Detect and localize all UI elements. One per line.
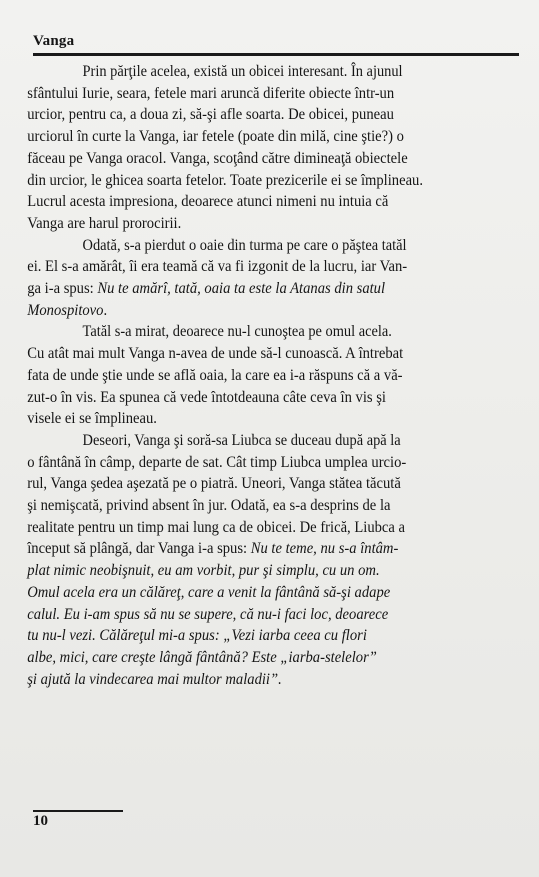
header-rule <box>33 53 519 56</box>
text-line: Cu atât mai mult Vanga n-avea de unde să-l cunoască. A întrebat <box>27 343 404 363</box>
text-line: Prin părţile acelea, există un obicei interesant. În ajunul <box>82 61 403 80</box>
text-line: o fântână în câmp, departe de sat. Cât timp Liubca umplea urcio- <box>27 451 407 471</box>
text-line: urcior, pentru ca, a doua zi, să-şi afle soarta. De obicei, puneau <box>27 104 394 124</box>
text-line <box>0 668 463 690</box>
quoted-speech: tu nu-l vezi. Călăreţul mi-a spus: „Vezi iarba ceea cu flori <box>27 625 367 645</box>
quoted-speech: Nu te amărî, tată, oaia ta este la Atanas din satul <box>97 278 386 298</box>
page-number: 10 <box>33 813 48 829</box>
body-text <box>27 60 519 689</box>
text-line <box>0 277 463 299</box>
paragraph-4 <box>27 429 519 689</box>
text-line <box>0 581 463 603</box>
text-line: ei. El s-a amărât, îi era teamă că va fi izgonit de la lucru, iar Van- <box>27 256 408 276</box>
quoted-speech: calul. Eu i-am spus să nu se supere, că nu-i faci loc, deoarece <box>27 603 389 623</box>
text-line: urciorul în curte la Vanga, iar fetele (poate din milă, cine ştie?) o <box>27 126 404 146</box>
text-line: din urcior, le ghicea soarta fetelor. Toate prezicerile ei se împlineau. <box>27 169 423 189</box>
text-line: Monospitovo. <box>27 299 108 319</box>
quoted-speech: Nu te teme, nu s-a întâm- <box>250 538 399 558</box>
text-line: făceau pe Vanga oracol. Vanga, scoţând către dimineaţă obiectele <box>27 147 408 167</box>
text-segment: ga i-a spus: <box>27 278 98 298</box>
running-head: Vanga <box>33 33 75 49</box>
text-line: Odată, s-a pierdut o oaie din turma pe care o păştea tatăl <box>82 234 407 254</box>
text-line: zut-o în vis. Ea spunea că vede întotdeauna câte ceva în vis şi <box>27 386 386 406</box>
text-line: Tatăl s-a mirat, deoarece nu-l cunoştea pe omul acela. <box>82 321 392 341</box>
text-segment: început să plângă, dar Vanga i-a spus: <box>27 538 251 558</box>
footer-rule <box>33 810 123 812</box>
text-line: sfântului Iurie, seara, fetele mari aruncă diferite obiecte într-un <box>27 82 395 102</box>
text-line: visele ei se împlineau. <box>27 408 157 428</box>
quoted-speech: Omul acela era un călăreţ, care a venit la fântână să-şi adape <box>27 581 391 601</box>
text-line: Vanga are harul prorocirii. <box>27 212 182 232</box>
text-line <box>0 559 463 581</box>
text-line: Lucrul acesta impresiona, deoarece atunci nimeni nu intuia că <box>27 191 389 211</box>
quoted-speech: şi ajută la vindecarea mai multor maladii”. <box>27 668 282 688</box>
paragraph-1 <box>27 60 519 234</box>
text-line: şi nemişcată, privind absent în jur. Odată, ea s-a desprins de la <box>27 495 391 515</box>
quoted-speech: Monospitovo <box>27 299 104 319</box>
text-line: realitate pentru un timp mai lung ca de obicei. De frică, Liubca a <box>27 516 406 536</box>
quoted-speech: albe, mici, care creşte lângă fântână? Este „iarba-stelelor” <box>27 646 377 666</box>
text-line: rul, Vanga şedea aşezată pe o piatră. Uneori, Vanga stătea tăcută <box>27 473 401 493</box>
paragraph-2 <box>27 234 519 321</box>
text-line: Deseori, Vanga şi soră-sa Liubca se duceau după apă la <box>82 429 401 449</box>
quoted-speech: plat nimic neobişnuit, eu am vorbit, pur şi simplu, cu un om. <box>27 560 380 580</box>
text-line: fata de unde ştie unde se află oaia, la care ea i-a răspuns că a vă- <box>27 364 403 384</box>
text-line <box>0 646 463 668</box>
text-line <box>0 537 463 559</box>
paragraph-3 <box>27 320 519 429</box>
text-line <box>0 624 463 646</box>
text-line <box>0 603 463 625</box>
